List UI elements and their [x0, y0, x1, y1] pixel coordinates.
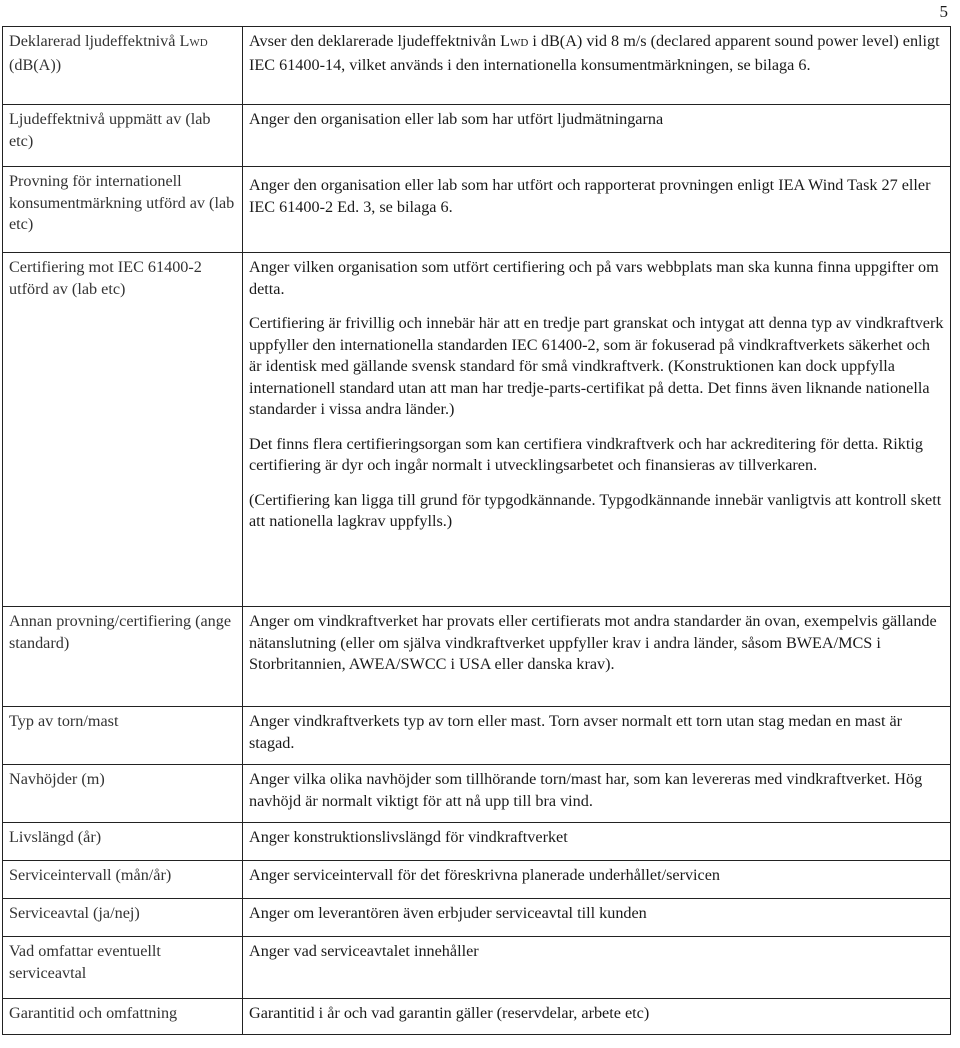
description-paragraph: Anger serviceintervall för det föreskrivna planerade underhållet/servicen [249, 866, 721, 884]
field-name: Provning för internationell konsumentmärkning utförd av (lab etc) [3, 167, 243, 253]
description-paragraph: Anger den organisation eller lab som har utfört ljudmätningarna [249, 110, 664, 128]
field-description [243, 937, 951, 999]
description-paragraph: Garantitid i år och vad garantin gäller (reservdelar, arbete etc) [249, 1004, 650, 1022]
field-description [243, 253, 951, 607]
description-paragraph: Anger om vindkraftverket har provats eller certifierats mot andra standarder än ovan, exempelvis gällande nätanslutning (eller om själva vindkraftverket uppfyller krav i andra länder, såsom BWEA/MCS i Storbritannien, AWEA/SWCC i USA eller danska krav). [249, 612, 937, 673]
description-paragraph: Certifiering är frivillig och innebär här att en tredje part granskat och intygat att denna typ av vindkraftverk uppfyller den internationella standarden IEC 61400-2, som är fokuserad på vindkraftverkets säkerhet och är identisk med gällande svensk standard för små vindkraftverk. (Konstruktionen kan dock uppfylla internationell standard utan att man har tredje-parts-certifikat på detta. Det finns även liknande nationella standarder i vissa andra länder.) [249, 314, 944, 418]
definitions-table [2, 26, 951, 1035]
page-number: 5 [939, 2, 948, 21]
subscript-wd: WD [510, 37, 529, 49]
table-row [3, 253, 951, 607]
field-name: Serviceintervall (mån/år) [3, 861, 243, 899]
field-description [243, 861, 951, 899]
field-name: Livslängd (år) [3, 823, 243, 861]
field-description [243, 27, 951, 105]
field-name [3, 27, 243, 105]
description-paragraph: Anger den organisation eller lab som har utfört och rapporterat provningen enligt IEA Wind Task 27 eller IEC 61400-2 Ed. 3, se bilaga 6. [249, 176, 931, 216]
table-row [3, 105, 951, 167]
description-text: i dB(A) vid 8 m/s (declared apparent sound power level) enligt IEC 61400-14, vilket används i den internationella konsumentmärkningen, se bilaga 6. [249, 32, 940, 74]
symbol-L: L [179, 32, 190, 50]
description-paragraph: Anger om leverantören även erbjuder serviceavtal till kunden [249, 904, 647, 922]
field-name: Garantitid och omfattning [3, 999, 243, 1035]
table-row [3, 707, 951, 765]
unit-text: (dB(A)) [9, 55, 62, 74]
field-name-text: Deklarerad ljudeffektnivå [9, 32, 180, 50]
table-row [3, 999, 951, 1035]
table-row [3, 765, 951, 823]
table-row [3, 27, 951, 105]
description-text: Avser den deklarerade ljudeffektnivån [249, 32, 501, 50]
description-paragraph [249, 31, 944, 76]
description-paragraph: Anger vindkraftverkets typ av torn eller mast. Torn avser normalt ett torn utan stag medan en mast är stagad. [249, 712, 903, 752]
table-row [3, 607, 951, 707]
field-description [243, 823, 951, 861]
field-description [243, 167, 951, 253]
field-description [243, 707, 951, 765]
table-row [3, 167, 951, 253]
field-name: Navhöjder (m) [3, 765, 243, 823]
description-paragraph: Anger vilken organisation som utfört certifiering och på vars webbplats man ska kunna finna uppgifter om detta. [249, 258, 939, 298]
field-description [243, 899, 951, 937]
table-row [3, 899, 951, 937]
description-paragraph: Anger konstruktionslivslängd för vindkraftverket [249, 828, 568, 846]
field-name: Serviceavtal (ja/nej) [3, 899, 243, 937]
table-row [3, 861, 951, 899]
subscript-wd: WD [189, 37, 208, 49]
field-name: Vad omfattar eventuellt serviceavtal [3, 937, 243, 999]
field-description [243, 765, 951, 823]
table-row [3, 823, 951, 861]
description-paragraph: Det finns flera certifieringsorgan som kan certifiera vindkraftverk och har ackreditering för detta. Riktig certifiering är dyr och ingår normalt i utvecklingsarbetet och finansieras av tillverkaren. [249, 434, 923, 474]
symbol-L: L [500, 32, 510, 50]
description-paragraph: Anger vad serviceavtalet innehåller [249, 942, 479, 960]
field-name: Typ av torn/mast [3, 707, 243, 765]
field-description [243, 105, 951, 167]
field-name: Ljudeffektnivå uppmätt av (lab etc) [3, 105, 243, 167]
field-description [243, 607, 951, 707]
field-description [243, 999, 951, 1035]
field-name: Annan provning/certifiering (ange standard) [3, 607, 243, 707]
description-paragraph: (Certifiering kan ligga till grund för typgodkännande. Typgodkännande innebär vanligtvis att kontroll skett att nationella lagkrav uppfylls.) [249, 490, 942, 530]
description-paragraph: Anger vilka olika navhöjder som tillhörande torn/mast har, som kan levereras med vindkraftverket. Hög navhöjd är normalt viktigt för att nå upp till bra vind. [249, 770, 923, 810]
table-row [3, 937, 951, 999]
field-name: Certifiering mot IEC 61400-2 utförd av (lab etc) [3, 253, 243, 607]
